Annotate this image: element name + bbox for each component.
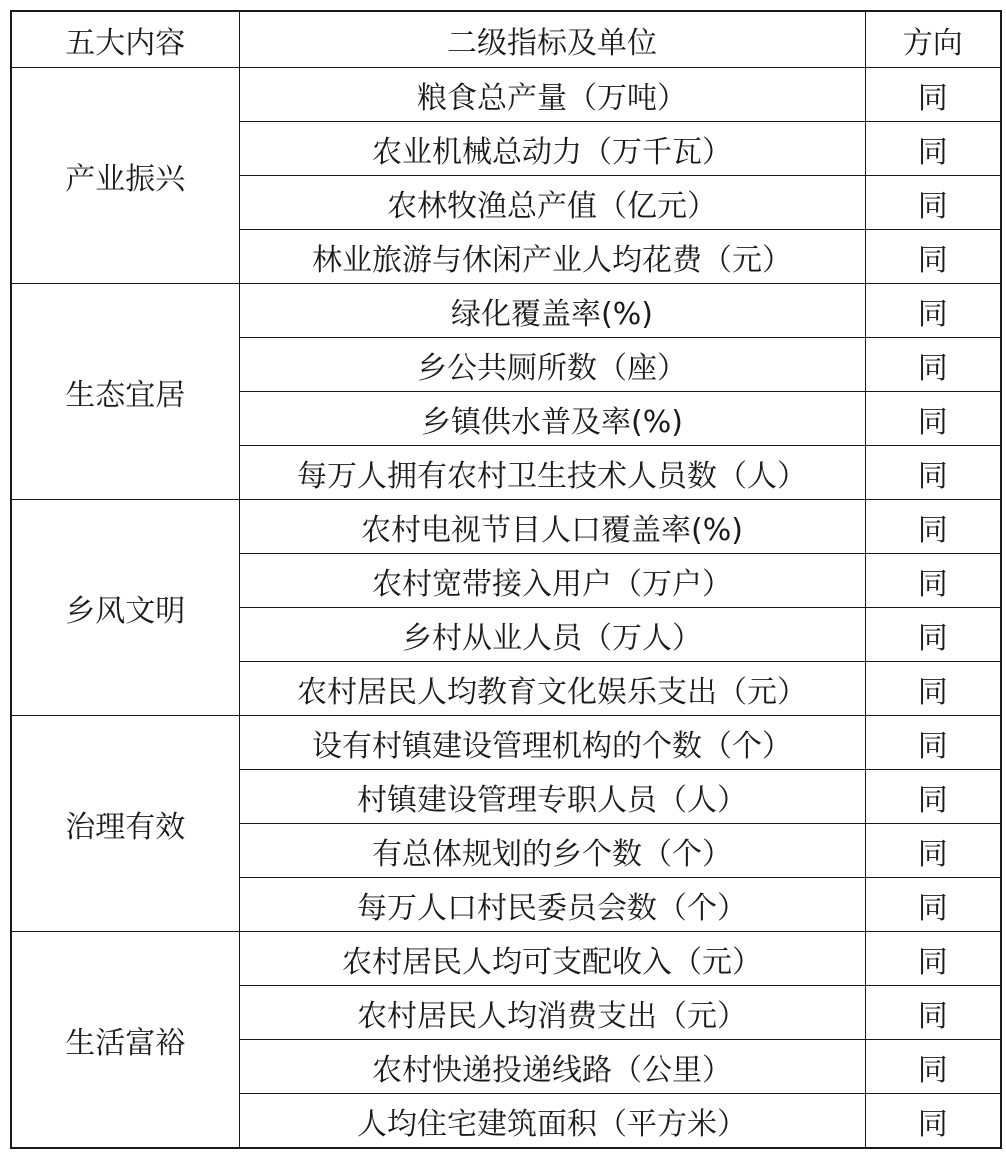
direction-cell: 同: [865, 338, 1001, 392]
header-direction: 方向: [865, 11, 1001, 68]
table-row: [11, 500, 1001, 554]
category-cell: 生活富裕: [11, 932, 239, 1149]
indicator-cell: 乡镇供水普及率(%): [239, 392, 865, 446]
direction-cell: 同: [865, 122, 1001, 176]
indicator-cell: 农村居民人均消费支出（元）: [239, 986, 865, 1040]
table-body: [11, 68, 1001, 1149]
indicator-cell: 农村电视节目人口覆盖率(%): [239, 500, 865, 554]
direction-cell: 同: [865, 284, 1001, 338]
category-cell: 产业振兴: [11, 68, 239, 284]
indicator-cell: 农村快递投递线路（公里）: [239, 1040, 865, 1094]
table-row: [11, 932, 1001, 986]
indicator-cell: 每万人口村民委员会数（个）: [239, 878, 865, 932]
header-row: [11, 11, 1001, 68]
indicator-cell: 农林牧渔总产值（亿元）: [239, 176, 865, 230]
indicator-cell: 林业旅游与休闲产业人均花费（元）: [239, 230, 865, 284]
indicator-cell: 农业机械总动力（万千瓦）: [239, 122, 865, 176]
direction-cell: 同: [865, 716, 1001, 770]
direction-cell: 同: [865, 1040, 1001, 1094]
table-row: [11, 284, 1001, 338]
table-header: [11, 11, 1001, 68]
table-row: [11, 716, 1001, 770]
indicator-cell: 农村居民人均可支配收入（元）: [239, 932, 865, 986]
direction-cell: 同: [865, 932, 1001, 986]
direction-cell: 同: [865, 878, 1001, 932]
direction-cell: 同: [865, 824, 1001, 878]
category-cell: 治理有效: [11, 716, 239, 932]
direction-cell: 同: [865, 1094, 1001, 1149]
direction-cell: 同: [865, 986, 1001, 1040]
indicator-cell: 每万人拥有农村卫生技术人员数（人）: [239, 446, 865, 500]
direction-cell: 同: [865, 608, 1001, 662]
direction-cell: 同: [865, 176, 1001, 230]
direction-cell: 同: [865, 446, 1001, 500]
direction-cell: 同: [865, 662, 1001, 716]
indicator-cell: 乡公共厕所数（座）: [239, 338, 865, 392]
indicator-cell: 粮食总产量（万吨）: [239, 68, 865, 122]
header-indicator: 二级指标及单位: [239, 11, 865, 68]
direction-cell: 同: [865, 230, 1001, 284]
indicator-cell: 农村居民人均教育文化娱乐支出（元）: [239, 662, 865, 716]
direction-cell: 同: [865, 500, 1001, 554]
indicator-cell: 人均住宅建筑面积（平方米）: [239, 1094, 865, 1149]
indicator-cell: 绿化覆盖率(%): [239, 284, 865, 338]
indicator-cell: 设有村镇建设管理机构的个数（个）: [239, 716, 865, 770]
direction-cell: 同: [865, 554, 1001, 608]
indicator-cell: 村镇建设管理专职人员（人）: [239, 770, 865, 824]
direction-cell: 同: [865, 770, 1001, 824]
indicator-cell: 农村宽带接入用户（万户）: [239, 554, 865, 608]
table-row: [11, 68, 1001, 122]
category-cell: 乡风文明: [11, 500, 239, 716]
direction-cell: 同: [865, 68, 1001, 122]
category-cell: 生态宜居: [11, 284, 239, 500]
indicator-cell: 乡村从业人员（万人）: [239, 608, 865, 662]
direction-cell: 同: [865, 392, 1001, 446]
header-category: 五大内容: [11, 11, 239, 68]
indicator-cell: 有总体规划的乡个数（个）: [239, 824, 865, 878]
indicator-table: [10, 10, 1002, 1149]
